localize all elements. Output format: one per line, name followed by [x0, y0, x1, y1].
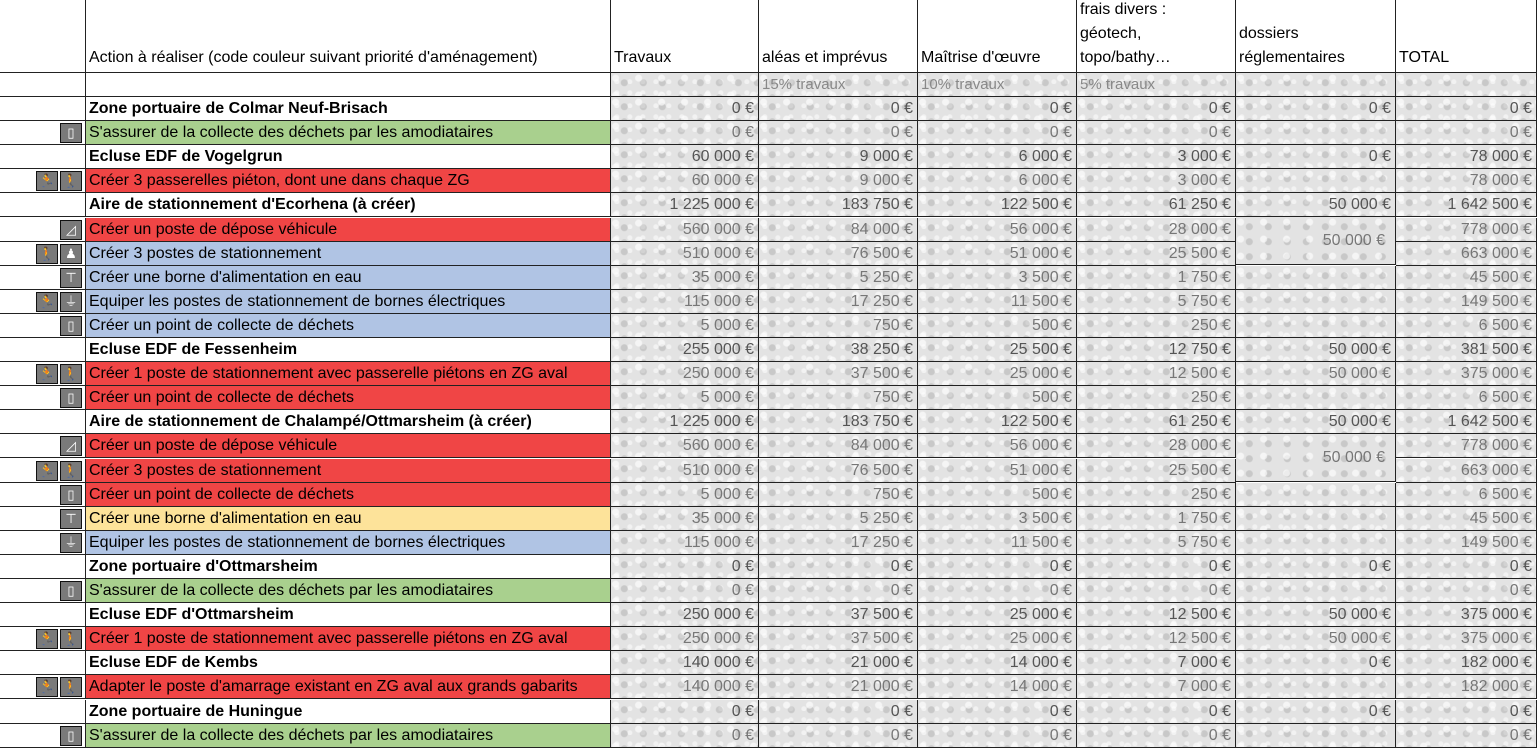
cell-dossiers: 50 000 €: [1236, 627, 1396, 651]
cell-dossiers: 0 €: [1236, 700, 1396, 724]
table-row: [0, 531, 1537, 555]
cell-total: 149 500 €: [1396, 290, 1537, 314]
cell-frais: 1 750 €: [1077, 507, 1236, 531]
cell-total: 0 €: [1396, 97, 1537, 121]
cell-frais: 0 €: [1077, 97, 1236, 121]
cell-dossiers: 0 €: [1236, 555, 1396, 579]
percent-moe: 10% travaux: [918, 73, 1077, 97]
table-row: [0, 507, 1537, 531]
cell-moe: 0 €: [918, 97, 1077, 121]
header-action: Action à réaliser (code couleur suivant priorité d'aménagement): [86, 0, 611, 73]
row-icons: [0, 314, 86, 338]
cell-dossiers: [1236, 290, 1396, 314]
row-icons: [0, 651, 86, 675]
cell-travaux: 250 000 €: [611, 627, 759, 651]
running-icon: 🏃: [36, 677, 58, 697]
cell-frais: 7 000 €: [1077, 651, 1236, 675]
action-label: Créer un point de collecte de déchets: [86, 386, 611, 410]
cell-travaux: 0 €: [611, 555, 759, 579]
cell-aleas: 750 €: [759, 314, 918, 338]
row-icons: [0, 700, 86, 724]
cell-aleas: 750 €: [759, 483, 918, 507]
cell-aleas: 37 500 €: [759, 627, 918, 651]
cell-moe: 25 000 €: [918, 603, 1077, 627]
cell-dossiers: [1236, 266, 1396, 290]
header-dossiers: dossiers réglementaires: [1236, 0, 1396, 73]
cell-travaux: 0 €: [611, 724, 759, 748]
row-icons: [0, 193, 86, 217]
cell-aleas: 0 €: [759, 555, 918, 579]
ramp-icon: ◿: [60, 220, 82, 240]
header-aleas: aléas et imprévus: [759, 0, 918, 73]
table-row: [0, 266, 1537, 290]
action-label: Zone portuaire d'Ottmarsheim: [86, 555, 611, 579]
table-row: [0, 627, 1537, 651]
table-row: [0, 579, 1537, 603]
cell-travaux: 510 000 €: [611, 459, 759, 483]
table-row: [0, 386, 1537, 410]
running-icon: 🏃: [36, 292, 58, 312]
cell-moe: 0 €: [918, 724, 1077, 748]
pedestrian-icon: 🚶: [60, 629, 82, 649]
cell-moe: 25 000 €: [918, 362, 1077, 386]
row-icons: [0, 338, 86, 362]
cell-frais: 250 €: [1077, 314, 1236, 338]
cell-moe: 11 500 €: [918, 531, 1077, 555]
cell-aleas: 183 750 €: [759, 193, 918, 217]
cell-travaux: 250 000 €: [611, 603, 759, 627]
table-row: [0, 314, 1537, 338]
cell-travaux: 250 000 €: [611, 362, 759, 386]
action-label: Ecluse EDF de Kembs: [86, 651, 611, 675]
row-icons: [0, 386, 86, 410]
cell-aleas: 183 750 €: [759, 410, 918, 434]
table-row: [0, 338, 1537, 362]
cell-frais: 250 €: [1077, 386, 1236, 410]
cell-moe: 56 000 €: [918, 218, 1077, 242]
trash-icon: ▯: [60, 123, 82, 143]
header-total: TOTAL: [1396, 0, 1537, 73]
cell-frais: 0 €: [1077, 579, 1236, 603]
cell-aleas: 84 000 €: [759, 218, 918, 242]
cell-dossiers: [1236, 724, 1396, 748]
cell-aleas: 5 250 €: [759, 266, 918, 290]
cell-frais: 250 €: [1077, 483, 1236, 507]
cell-travaux: 60 000 €: [611, 145, 759, 169]
cell-moe: 0 €: [918, 579, 1077, 603]
plug-icon: ⏚: [60, 292, 82, 312]
cell-travaux: 510 000 €: [611, 242, 759, 266]
action-label: Créer une borne d'alimentation en eau: [86, 266, 611, 290]
cell-aleas: 9 000 €: [759, 145, 918, 169]
table-row: [0, 675, 1537, 699]
cell-total: 0 €: [1396, 555, 1537, 579]
percent-row-total: [1396, 73, 1537, 97]
cell-total: 78 000 €: [1396, 145, 1537, 169]
action-label: S'assurer de la collecte des déchets par les amodiataires: [86, 579, 611, 603]
cell-frais: 28 000 €: [1077, 218, 1236, 242]
row-icons: [0, 579, 86, 603]
cell-travaux: 115 000 €: [611, 290, 759, 314]
cell-total: 6 500 €: [1396, 386, 1537, 410]
pedestrian-icon: 🚶: [60, 677, 82, 697]
row-icons: [0, 434, 86, 458]
cell-dossiers: 50 000 €: [1236, 338, 1396, 362]
cell-aleas: 0 €: [759, 121, 918, 145]
cell-frais: 12 500 €: [1077, 603, 1236, 627]
table-row: [0, 410, 1537, 434]
row-icons: [0, 459, 86, 483]
cell-dossiers: [1236, 483, 1396, 507]
row-icons: [0, 603, 86, 627]
action-label: Equiper les postes de stationnement de bornes électriques: [86, 290, 611, 314]
cell-travaux: 60 000 €: [611, 169, 759, 193]
cell-travaux: 560 000 €: [611, 434, 759, 458]
table-row: [0, 603, 1537, 627]
cell-frais: 0 €: [1077, 555, 1236, 579]
cell-aleas: 37 500 €: [759, 362, 918, 386]
cell-moe: 0 €: [918, 555, 1077, 579]
action-label: Aire de stationnement d'Ecorhena (à créer): [86, 193, 611, 217]
action-label: Créer 3 postes de stationnement: [86, 459, 611, 483]
cell-frais: 3 000 €: [1077, 145, 1236, 169]
cell-total: 0 €: [1396, 121, 1537, 145]
cell-frais: 0 €: [1077, 121, 1236, 145]
cell-dossiers: 50 000 €: [1236, 362, 1396, 386]
cell-moe: 14 000 €: [918, 675, 1077, 699]
cell-aleas: 84 000 €: [759, 434, 918, 458]
cell-aleas: 0 €: [759, 579, 918, 603]
cell-total: 6 500 €: [1396, 314, 1537, 338]
cell-travaux: 560 000 €: [611, 218, 759, 242]
row-icons: [0, 145, 86, 169]
action-label: Créer 3 passerelles piéton, dont une dans chaque ZG: [86, 169, 611, 193]
table-row: [0, 193, 1537, 217]
cell-frais: 0 €: [1077, 724, 1236, 748]
row-icons: [0, 121, 86, 145]
plug-icon: ⏚: [60, 533, 82, 553]
cell-moe: 51 000 €: [918, 459, 1077, 483]
row-icons: [0, 242, 86, 266]
cell-moe: 0 €: [918, 700, 1077, 724]
cell-total: 778 000 €: [1396, 434, 1537, 458]
action-label: Equiper les postes de stationnement de bornes électriques: [86, 531, 611, 555]
cell-dossiers: 50 000 €: [1236, 603, 1396, 627]
action-label: Créer un poste de dépose véhicule: [86, 434, 611, 458]
cell-travaux: 115 000 €: [611, 531, 759, 555]
action-label: Créer 1 poste de stationnement avec passerelle piétons en ZG aval: [86, 362, 611, 386]
cell-frais: 12 500 €: [1077, 627, 1236, 651]
action-label: Adapter le poste d'amarrage existant en ZG aval aux grands gabarits: [86, 675, 611, 699]
cell-dossiers: [1236, 675, 1396, 699]
row-icons: [0, 97, 86, 121]
cell-dossiers: 0 €: [1236, 651, 1396, 675]
cell-total: 1 642 500 €: [1396, 410, 1537, 434]
cell-travaux: 5 000 €: [611, 386, 759, 410]
pedestrian-icon: 🚶: [60, 461, 82, 481]
action-label: S'assurer de la collecte des déchets par les amodiataires: [86, 121, 611, 145]
cell-frais: 25 500 €: [1077, 459, 1236, 483]
cell-frais: 7 000 €: [1077, 675, 1236, 699]
cell-moe: 500 €: [918, 483, 1077, 507]
cell-travaux: 5 000 €: [611, 314, 759, 338]
icon-column-header: [0, 0, 86, 73]
cell-total: 1 642 500 €: [1396, 193, 1537, 217]
merged-dossiers-cell: 50 000 €: [1236, 434, 1396, 482]
table-row: [0, 700, 1537, 724]
cell-frais: 5 750 €: [1077, 531, 1236, 555]
cell-aleas: 0 €: [759, 97, 918, 121]
water-tap-icon: ⊤: [60, 268, 82, 288]
cell-total: 78 000 €: [1396, 169, 1537, 193]
percent-row-travaux: [611, 73, 759, 97]
cell-moe: 3 500 €: [918, 266, 1077, 290]
trash-icon: ▯: [60, 316, 82, 336]
pedestrian-icon: 🚶: [60, 364, 82, 384]
table-row: [0, 651, 1537, 675]
cell-moe: 6 000 €: [918, 145, 1077, 169]
cell-moe: 3 500 €: [918, 507, 1077, 531]
cell-total: 182 000 €: [1396, 675, 1537, 699]
cell-total: 381 500 €: [1396, 338, 1537, 362]
running-icon: 🏃: [36, 461, 58, 481]
cell-dossiers: [1236, 579, 1396, 603]
header-travaux: Travaux: [611, 0, 759, 73]
table-row: [0, 169, 1537, 193]
table-row: [0, 724, 1537, 748]
cell-total: 45 500 €: [1396, 507, 1537, 531]
cell-dossiers: [1236, 507, 1396, 531]
cell-moe: 56 000 €: [918, 434, 1077, 458]
row-icons: [0, 675, 86, 699]
percent-row-dossiers: [1236, 73, 1396, 97]
percent-aleas: 15% travaux: [759, 73, 918, 97]
cell-frais: 61 250 €: [1077, 410, 1236, 434]
cell-frais: 1 750 €: [1077, 266, 1236, 290]
action-label: Créer un point de collecte de déchets: [86, 483, 611, 507]
cell-travaux: 255 000 €: [611, 338, 759, 362]
cell-travaux: 35 000 €: [611, 266, 759, 290]
cell-travaux: 1 225 000 €: [611, 193, 759, 217]
cell-moe: 25 000 €: [918, 627, 1077, 651]
cell-total: 663 000 €: [1396, 459, 1537, 483]
cell-dossiers: [1236, 314, 1396, 338]
cell-total: 149 500 €: [1396, 531, 1537, 555]
row-icons: [0, 410, 86, 434]
percent-row-action: [86, 73, 611, 97]
row-icons: [0, 290, 86, 314]
cell-aleas: 38 250 €: [759, 338, 918, 362]
cell-moe: 122 500 €: [918, 193, 1077, 217]
row-icons: [0, 627, 86, 651]
cell-aleas: 76 500 €: [759, 242, 918, 266]
cell-travaux: 5 000 €: [611, 483, 759, 507]
action-label: Créer un poste de dépose véhicule: [86, 218, 611, 242]
trash-icon: ▯: [60, 388, 82, 408]
cell-aleas: 5 250 €: [759, 507, 918, 531]
cell-frais: 25 500 €: [1077, 242, 1236, 266]
action-label: Ecluse EDF d'Ottmarsheim: [86, 603, 611, 627]
cell-aleas: 0 €: [759, 724, 918, 748]
running-icon: 🏃: [36, 171, 58, 191]
ramp-icon: ◿: [60, 436, 82, 456]
cell-aleas: 37 500 €: [759, 603, 918, 627]
cell-frais: 12 750 €: [1077, 338, 1236, 362]
cell-frais: 0 €: [1077, 700, 1236, 724]
running-icon: 🏃: [36, 629, 58, 649]
trash-icon: ▯: [60, 581, 82, 601]
cell-total: 778 000 €: [1396, 218, 1537, 242]
action-label: Créer 1 poste de stationnement avec passerelle piétons en ZG aval: [86, 627, 611, 651]
cell-moe: 25 500 €: [918, 338, 1077, 362]
cell-frais: 12 500 €: [1077, 362, 1236, 386]
trash-icon: ▯: [60, 726, 82, 746]
cell-moe: 11 500 €: [918, 290, 1077, 314]
cell-dossiers: [1236, 386, 1396, 410]
cell-dossiers: 0 €: [1236, 97, 1396, 121]
cell-total: 6 500 €: [1396, 483, 1537, 507]
cell-aleas: 9 000 €: [759, 169, 918, 193]
cell-moe: 500 €: [918, 314, 1077, 338]
running-icon: 🏃: [36, 364, 58, 384]
cell-aleas: 17 250 €: [759, 290, 918, 314]
action-label: Ecluse EDF de Vogelgrun: [86, 145, 611, 169]
pedestrian-icon: 🚶: [36, 244, 58, 264]
table-row: [0, 555, 1537, 579]
row-icons: [0, 483, 86, 507]
row-icons: [0, 507, 86, 531]
cell-dossiers: [1236, 531, 1396, 555]
table-row: [0, 362, 1537, 386]
cell-total: 663 000 €: [1396, 242, 1537, 266]
cell-travaux: 0 €: [611, 700, 759, 724]
cell-travaux: 1 225 000 €: [611, 410, 759, 434]
cell-aleas: 0 €: [759, 700, 918, 724]
row-icons: [0, 266, 86, 290]
cell-moe: 6 000 €: [918, 169, 1077, 193]
row-icons: [0, 169, 86, 193]
cell-total: 45 500 €: [1396, 266, 1537, 290]
cell-total: 375 000 €: [1396, 362, 1537, 386]
action-label: Zone portuaire de Colmar Neuf-Brisach: [86, 97, 611, 121]
table-row: [0, 483, 1537, 507]
pedestrian-icon: 🚶: [60, 171, 82, 191]
cell-moe: 51 000 €: [918, 242, 1077, 266]
cell-total: 0 €: [1396, 579, 1537, 603]
row-icons: [0, 362, 86, 386]
cell-dossiers: [1236, 169, 1396, 193]
cell-total: 182 000 €: [1396, 651, 1537, 675]
cell-frais: 5 750 €: [1077, 290, 1236, 314]
action-label: Créer un point de collecte de déchets: [86, 314, 611, 338]
water-tap-icon: ⊤: [60, 509, 82, 529]
cell-moe: 122 500 €: [918, 410, 1077, 434]
header-maitrise-oeuvre: Maîtrise d'œuvre: [918, 0, 1077, 73]
cell-total: 0 €: [1396, 724, 1537, 748]
cell-moe: 14 000 €: [918, 651, 1077, 675]
action-label: Ecluse EDF de Fessenheim: [86, 338, 611, 362]
table-row: [0, 97, 1537, 121]
action-label: Créer 3 postes de stationnement: [86, 242, 611, 266]
cell-travaux: 35 000 €: [611, 507, 759, 531]
table-row: [0, 145, 1537, 169]
cell-aleas: 750 €: [759, 386, 918, 410]
header-frais-divers: frais divers : géotech, topo/bathy…: [1077, 0, 1236, 73]
action-label: S'assurer de la collecte des déchets par les amodiataires: [86, 724, 611, 748]
cell-aleas: 21 000 €: [759, 675, 918, 699]
cell-frais: 3 000 €: [1077, 169, 1236, 193]
cell-travaux: 0 €: [611, 579, 759, 603]
percent-frais: 5% travaux: [1077, 73, 1236, 97]
cell-aleas: 17 250 €: [759, 531, 918, 555]
cell-dossiers: 50 000 €: [1236, 410, 1396, 434]
cell-travaux: 140 000 €: [611, 675, 759, 699]
cell-moe: 500 €: [918, 386, 1077, 410]
cell-dossiers: [1236, 121, 1396, 145]
action-label: Zone portuaire de Huningue: [86, 700, 611, 724]
cell-dossiers: 50 000 €: [1236, 193, 1396, 217]
row-icons: [0, 724, 86, 748]
cell-travaux: 140 000 €: [611, 651, 759, 675]
cell-travaux: 0 €: [611, 121, 759, 145]
cell-total: 375 000 €: [1396, 627, 1537, 651]
percent-row-icons: [0, 73, 86, 97]
action-label: Aire de stationnement de Chalampé/Ottmarsheim (à créer): [86, 410, 611, 434]
cell-aleas: 21 000 €: [759, 651, 918, 675]
cell-dossiers: 0 €: [1236, 145, 1396, 169]
bollard-icon: ♟: [60, 244, 82, 264]
merged-dossiers-cell: 50 000 €: [1236, 217, 1396, 265]
cell-total: 0 €: [1396, 700, 1537, 724]
cell-travaux: 0 €: [611, 97, 759, 121]
cell-aleas: 76 500 €: [759, 459, 918, 483]
cell-total: 375 000 €: [1396, 603, 1537, 627]
cell-frais: 61 250 €: [1077, 193, 1236, 217]
table-row: [0, 290, 1537, 314]
row-icons: [0, 218, 86, 242]
trash-icon: ▯: [60, 485, 82, 505]
row-icons: [0, 555, 86, 579]
cell-frais: 28 000 €: [1077, 434, 1236, 458]
action-label: Créer une borne d'alimentation en eau: [86, 507, 611, 531]
cell-moe: 0 €: [918, 121, 1077, 145]
row-icons: [0, 531, 86, 555]
table-row: [0, 121, 1537, 145]
